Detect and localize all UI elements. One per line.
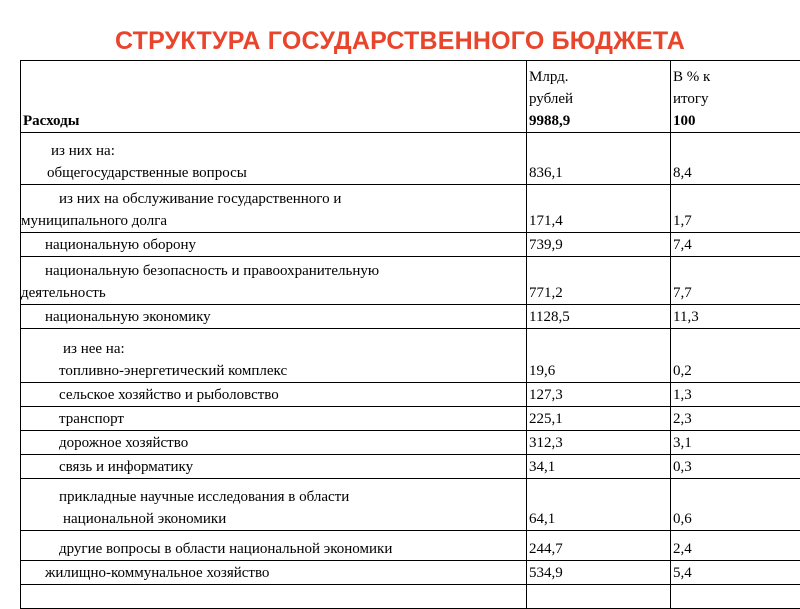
row-value: 64,1	[527, 479, 671, 531]
row-label	[21, 531, 527, 561]
row-value: 19,6	[527, 329, 671, 383]
table-row	[21, 133, 800, 185]
row-percent: 1,3	[671, 383, 800, 407]
budget-table	[20, 60, 800, 609]
row-label-line: топливно-энергетический комплекс	[21, 360, 524, 382]
table-row	[21, 383, 800, 407]
table-row	[21, 561, 800, 585]
row-label-line: из нее на:	[21, 338, 524, 360]
row-value: 739,9	[527, 233, 671, 257]
row-label	[21, 407, 527, 431]
row-label-line: транспорт	[21, 408, 524, 430]
total-percent: 100	[673, 110, 800, 132]
row-label	[21, 133, 527, 185]
table-row-cutoff	[21, 585, 800, 609]
table-row	[21, 185, 800, 233]
row-label-line: из них на обслуживание государственного и	[21, 188, 524, 210]
header-line: Млрд.	[529, 66, 668, 88]
row-percent: 2,4	[671, 531, 800, 561]
row-label	[21, 479, 527, 531]
page-title: СТРУКТУРА ГОСУДАРСТВЕННОГО БЮДЖЕТА	[0, 27, 800, 56]
table-row	[21, 257, 800, 305]
table-row	[21, 233, 800, 257]
row-label	[21, 561, 527, 585]
table-row	[21, 431, 800, 455]
row-label-line: прикладные научные исследования в области	[21, 486, 524, 508]
header-expenses: Расходы	[21, 61, 527, 133]
row-label	[21, 431, 527, 455]
row-percent: 11,3	[671, 305, 800, 329]
header-line: В % к	[673, 66, 800, 88]
row-label-line: общегосударственные вопросы	[21, 162, 524, 184]
row-value: 225,1	[527, 407, 671, 431]
row-value: 771,2	[527, 257, 671, 305]
row-label-line: сельское хозяйство и рыболовство	[21, 384, 524, 406]
row-label-line: из них на:	[21, 140, 524, 162]
row-label-line: национальную оборону	[21, 234, 524, 256]
row-percent: 7,7	[671, 257, 800, 305]
row-value: 836,1	[527, 133, 671, 185]
header-percent-total	[671, 61, 800, 133]
row-label	[21, 257, 527, 305]
table-row	[21, 407, 800, 431]
row-percent: 0,6	[671, 479, 800, 531]
row-label-line: национальную безопасность и правоохранительную	[21, 260, 524, 282]
table-row	[21, 455, 800, 479]
table-row	[21, 531, 800, 561]
row-label-line: деятельность	[21, 282, 524, 304]
row-value-empty	[527, 585, 671, 609]
row-label-line: национальную экономику	[21, 306, 524, 328]
row-percent: 2,3	[671, 407, 800, 431]
row-value: 34,1	[527, 455, 671, 479]
table-row	[21, 329, 800, 383]
row-label	[21, 329, 527, 383]
table-row	[21, 305, 800, 329]
row-label-line: другие вопросы в области национальной экономики	[21, 538, 524, 560]
row-percent: 3,1	[671, 431, 800, 455]
total-value: 9988,9	[529, 110, 668, 132]
row-value: 534,9	[527, 561, 671, 585]
header-billion-rubles	[527, 61, 671, 133]
row-label	[21, 383, 527, 407]
row-percent: 7,4	[671, 233, 800, 257]
row-percent-empty	[671, 585, 800, 609]
row-value: 312,3	[527, 431, 671, 455]
header-line: итогу	[673, 88, 800, 110]
row-percent: 0,3	[671, 455, 800, 479]
row-label-line: национальной экономики	[21, 508, 524, 530]
row-label-line: жилищно-коммунальное хозяйство	[21, 562, 524, 584]
row-label-line: муниципального долга	[21, 210, 524, 232]
row-percent: 8,4	[671, 133, 800, 185]
row-percent: 0,2	[671, 329, 800, 383]
row-label	[21, 305, 527, 329]
row-label-empty	[21, 585, 527, 609]
row-percent: 5,4	[671, 561, 800, 585]
row-label	[21, 233, 527, 257]
row-label	[21, 185, 527, 233]
row-value: 171,4	[527, 185, 671, 233]
row-label-line: связь и информатику	[21, 456, 524, 478]
row-percent: 1,7	[671, 185, 800, 233]
row-value: 1128,5	[527, 305, 671, 329]
row-value: 127,3	[527, 383, 671, 407]
header-line: рублей	[529, 88, 668, 110]
row-label-line: дорожное хозяйство	[21, 432, 524, 454]
table-row	[21, 479, 800, 531]
row-value: 244,7	[527, 531, 671, 561]
row-label	[21, 455, 527, 479]
table-header-row	[21, 61, 800, 133]
